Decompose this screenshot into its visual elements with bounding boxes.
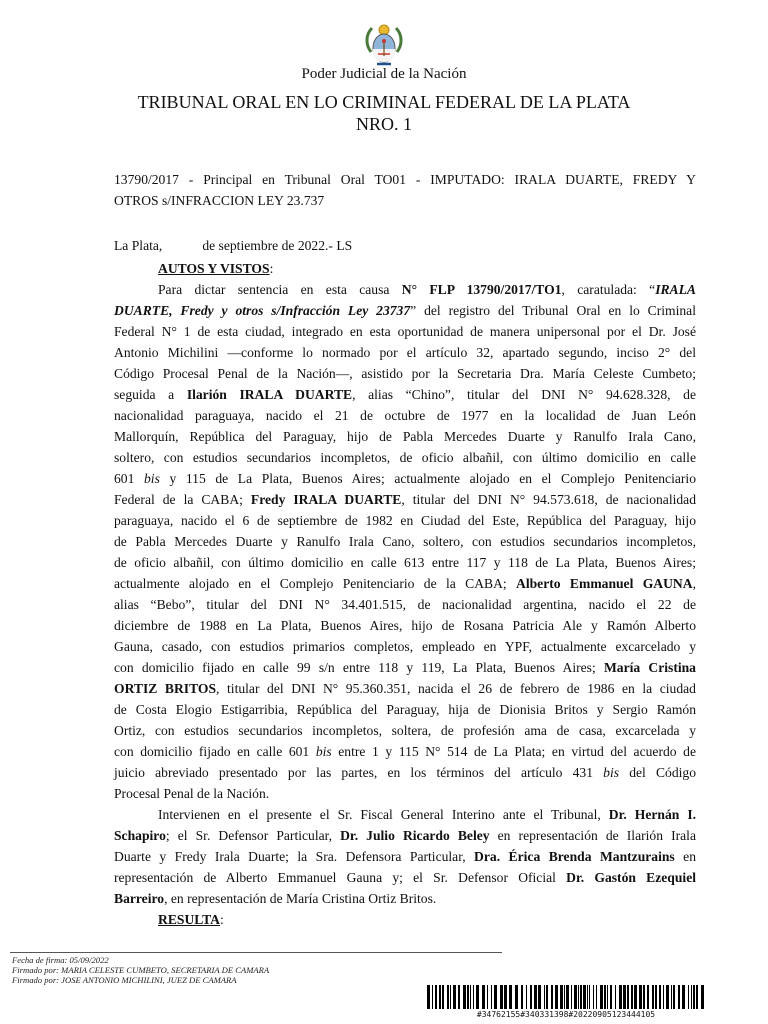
heading-colon: : (219, 912, 224, 927)
case-caption-line1: 13790/2017 - Principal en Tribunal Oral TO01 - IMPUTADO: IRALA DUARTE, FREDY Y (114, 172, 696, 187)
section-heading-autos (158, 261, 458, 277)
body-line: paraguaya, nacido el 6 de septiembre de 1982 en Ciudad del Este, República del Paraguay, hijo (114, 513, 696, 528)
defendant-name: ORTIZ BRITOS (114, 681, 217, 696)
body-line: ORTIZ BRITOS, titular del DNI N° 95.360.351, nacida el 26 de febrero de 1986 en la ciudad (114, 681, 696, 696)
body-line: de oficio albañil, con último domicilio en calle 613 entre 117 y 118 de La Plata, Buenos Aires; (114, 555, 696, 570)
body-line: de Pabla Mercedes Duarte y Ranulfo Irala Cano, soltero, con estudios secundarios incompletos, (114, 534, 696, 549)
dateline-rest: de septiembre de 2022.- LS (202, 238, 353, 253)
body-line: DUARTE, Fredy y otros s/Infracción Ley 23737” del registro del Tribunal Oral en lo Criminal (114, 303, 696, 318)
body-line: Federal N° 1 de esta ciudad, integrado en esta oportunidad de manera unipersonal por el Dr. José (114, 324, 696, 339)
defender-name: Dr. Gastón Ezequiel (566, 870, 697, 885)
body-line: nacionalidad paraguaya, nacido el 21 de octubre de 1977 en la localidad de Juan León (114, 408, 696, 423)
organization-name: Poder Judicial de la Nación (301, 66, 467, 82)
barcode-number: #34762155#340331398#20220905123444105 (476, 1010, 656, 1019)
signed-by-line1: Firmado por: MARIA CELESTE CUMBETO, SECRETARIA DE CAMARA (12, 965, 270, 975)
body-line: Para dictar sentencia en esta causa N° FLP 13790/2017/TO1, caratulada: “IRALA (158, 282, 696, 297)
body-line: representación de Alberto Emmanuel Gauna y; el Sr. Defensor Oficial Dr. Gastón Ezequiel (114, 870, 697, 885)
section-heading-autos-text: AUTOS Y VISTOS (158, 261, 270, 276)
body-line: Duarte y Fredy Irala Duarte; la Sra. Defensora Particular, Dra. Érica Brenda Mantzurains en (114, 849, 696, 864)
signature-date: Fecha de firma: 05/09/2022 (12, 955, 109, 965)
court-name-line2: NRO. 1 (355, 114, 412, 134)
section-heading-resulta (158, 912, 458, 928)
dateline-city: La Plata, (114, 238, 163, 253)
body-line: seguida a Ilarión IRALA DUARTE, alias “Chino”, titular del DNI N° 94.628.328, de (114, 387, 696, 402)
body-line: Ortiz, con estudios secundarios incompletos, soltera, de profesión ama de casa, excarcelada y (114, 723, 696, 738)
defender-name: Dr. Julio Ricardo Beley (340, 828, 490, 843)
body-line: de Costa Elogio Estigarribia, República del Paraguay, hija de Dionisia Britos y Sergio Ramón (114, 702, 696, 717)
defendant-name: Fredy IRALA DUARTE (250, 492, 402, 507)
court-name-line1: TRIBUNAL ORAL EN LO CRIMINAL FEDERAL DE LA PLATA (137, 92, 631, 112)
defendant-name: Alberto Emmanuel GAUNA (516, 576, 693, 591)
body-line: con domicilio fijado en calle 601 bis entre 1 y 115 N° 514 de La Plata; en virtud del acuerdo de (114, 744, 696, 759)
body-line: Barreiro, en representación de María Cristina Ortiz Britos. (114, 891, 437, 906)
defendant-name: Ilarión IRALA DUARTE (186, 387, 353, 402)
body-line: diciembre de 1988 en La Plata, Buenos Aires, hijo de Rosana Patricia Ale y Ramón Alberto (114, 618, 696, 633)
body-line: Schapiro; el Sr. Defensor Particular, Dr. Julio Ricardo Beley en representación de Ilarión Irala (114, 828, 696, 843)
document-barcode (427, 985, 705, 1013)
heading-colon: : (269, 261, 274, 276)
case-title: DUARTE, Fredy y otros s/Infracción Ley 23737 (114, 303, 411, 318)
prosecutor-name: Dr. Hernán I. (608, 807, 697, 822)
body-line: actualmente alojado en el Complejo Penitenciario de la CABA; Alberto Emmanuel GAUNA, (114, 576, 696, 591)
body-line: con domicilio fijado en calle 99 s/n entre 118 y 119, La Plata, Buenos Aires; María Cristina (114, 660, 696, 675)
body-line: Procesal Penal de la Nación. (114, 786, 270, 801)
body-line: Antonio Michilini —conforme lo normado por el artículo 32, apartado segundo, inciso 2° del (114, 345, 696, 360)
section-heading-resulta-text: RESULTA (158, 912, 220, 927)
national-coat-of-arms-icon (363, 22, 405, 68)
body-line: Gauna, casado, con estudios primarios completos, empleado en YPF, actualmente excarcelado y (114, 639, 696, 654)
case-number: N° FLP 13790/2017/TO1 (401, 282, 562, 297)
signed-by-line2: Firmado por: JOSE ANTONIO MICHILINI, JUEZ DE CAMARA (12, 975, 237, 985)
defender-name: Dra. Érica Brenda Mantzurains (474, 849, 675, 864)
court-name (0, 91, 768, 135)
body-line: Federal de la CABA; Fredy IRALA DUARTE, titular del DNI N° 94.573.618, de nacionalidad (114, 492, 697, 507)
body-line: Código Procesal Penal de la Nación—, asistido por la Secretaria Dra. María Celeste Cumbeto; (114, 366, 696, 381)
body-line: soltero, con estudios secundarios incompletos, de oficio albañil, con último domicilio en calle (114, 450, 696, 465)
dateline (114, 238, 696, 254)
body-line: Intervienen en el presente el Sr. Fiscal General Interino ante el Tribunal, Dr. Hernán I. (158, 807, 697, 822)
body-line: 601 bis y 115 de La Plata, Buenos Aires; actualmente alojado en el Complejo Penitenciario (114, 471, 696, 486)
body-line: Mallorquín, República del Paraguay, hijo de Pabla Mercedes Duarte y Ranulfo Irala Cano, (114, 429, 696, 444)
footer-divider (10, 952, 502, 953)
body-line: juicio abreviado presentado por las partes, en los términos del artículo 431 bis del Código (114, 765, 696, 780)
case-caption-line2: OTROS s/INFRACCION LEY 23.737 (114, 193, 325, 208)
defendant-name: María Cristina (603, 660, 696, 675)
body-line: alias “Bebo”, titular del DNI N° 34.401.515, de nacionalidad argentina, nacido el 22 de (114, 597, 696, 612)
